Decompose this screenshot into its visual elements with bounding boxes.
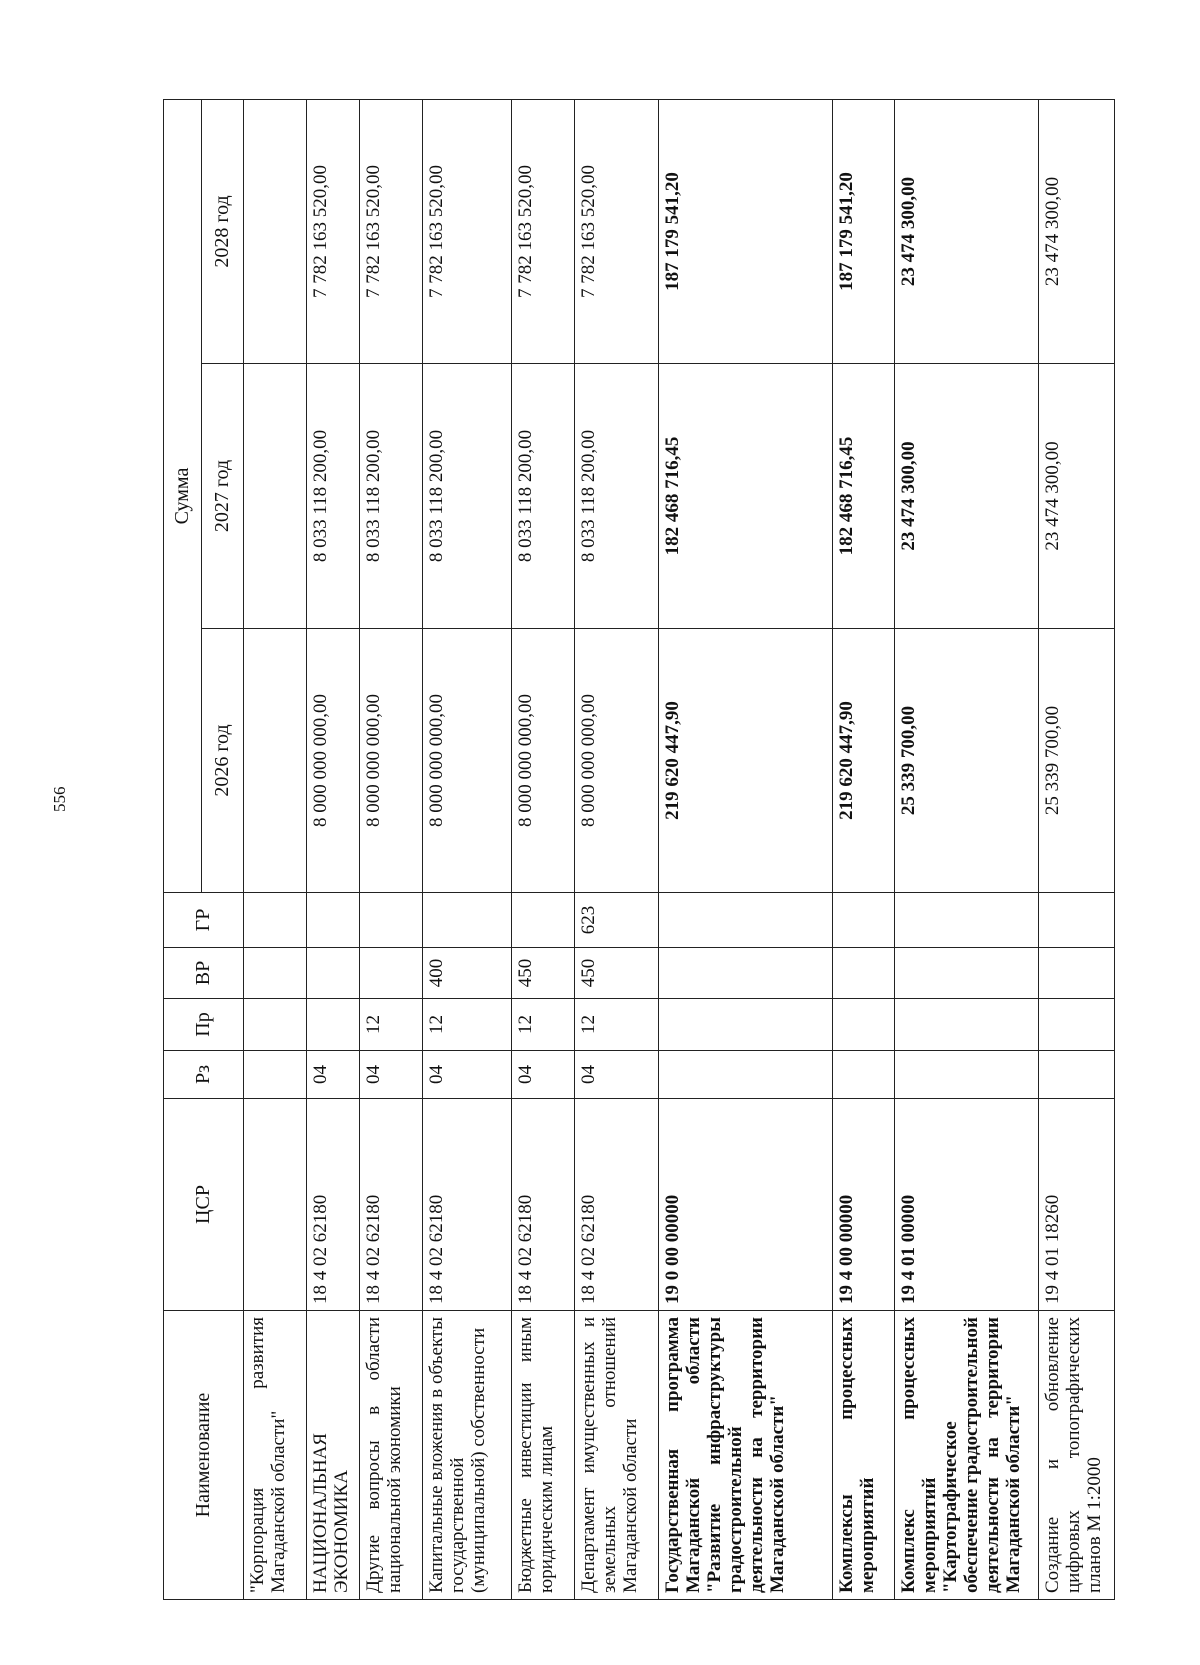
cell-pr — [1039, 999, 1115, 1051]
cell-name: Государственная программа Магаданской области "Развитие инфраструктуры градостроительной деятельности на территории Магаданской области" — [659, 1311, 832, 1600]
cell-csr: 18 4 02 62180 — [306, 1099, 359, 1311]
cell-rz — [1039, 1051, 1115, 1099]
table-row — [422, 99, 512, 1599]
cell-vr — [1039, 948, 1115, 999]
cell-name: Комплексы процессных мероприятий — [832, 1311, 895, 1600]
cell-y2026: 8 000 000 000,00 — [512, 629, 575, 893]
cell-pr — [659, 999, 832, 1051]
header-gr: ГР — [164, 893, 244, 948]
cell-rz: 04 — [306, 1051, 359, 1099]
header-pr: Пр — [164, 999, 244, 1051]
table-row — [306, 99, 359, 1599]
cell-name: Департамент имущественных и земельных отношений Магаданской области — [575, 1311, 659, 1600]
cell-rz: 04 — [422, 1051, 512, 1099]
cell-csr: 19 4 01 18260 — [1039, 1099, 1115, 1311]
table-row — [895, 99, 1039, 1599]
header-2028: 2028 год — [202, 99, 244, 363]
cell-pr — [244, 999, 307, 1051]
cell-y2026: 8 000 000 000,00 — [306, 629, 359, 893]
cell-vr — [832, 948, 895, 999]
cell-pr: 12 — [422, 999, 512, 1051]
cell-name: Другие вопросы в области национальной экономики — [359, 1311, 422, 1600]
cell-pr — [306, 999, 359, 1051]
cell-y2027: 8 033 118 200,00 — [575, 364, 659, 629]
cell-vr: 450 — [575, 948, 659, 999]
cell-y2028: 187 179 541,20 — [659, 99, 832, 363]
cell-name: "Корпорация развития Магаданской области" — [244, 1311, 307, 1600]
cell-y2027: 8 033 118 200,00 — [512, 364, 575, 629]
cell-y2026: 219 620 447,90 — [659, 629, 832, 893]
cell-csr: 19 0 00 00000 — [659, 1099, 832, 1311]
cell-pr — [895, 999, 1039, 1051]
table-body — [244, 99, 1115, 1599]
cell-gr — [244, 893, 307, 948]
cell-y2028: 7 782 163 520,00 — [575, 99, 659, 363]
cell-y2027: 8 033 118 200,00 — [359, 364, 422, 629]
cell-csr: 19 4 01 00000 — [895, 1099, 1039, 1311]
cell-y2027: 182 468 716,45 — [832, 364, 895, 629]
cell-name: Комплекс процессных мероприятий "Картографическое обеспечение градостроительной деятельности на территории Магаданской области" — [895, 1311, 1039, 1600]
cell-y2026: 8 000 000 000,00 — [359, 629, 422, 893]
cell-y2027: 8 033 118 200,00 — [306, 364, 359, 629]
budget-table-frame — [163, 100, 1115, 1600]
header-2026: 2026 год — [202, 629, 244, 893]
header-csr: ЦСР — [164, 1099, 244, 1311]
cell-gr — [512, 893, 575, 948]
cell-vr — [659, 948, 832, 999]
cell-pr — [832, 999, 895, 1051]
cell-y2026: 8 000 000 000,00 — [422, 629, 512, 893]
table-row — [359, 99, 422, 1599]
header-vr: ВР — [164, 948, 244, 999]
header-sum: Сумма — [164, 99, 202, 892]
table-row — [244, 99, 307, 1599]
cell-rz — [659, 1051, 832, 1099]
cell-gr — [422, 893, 512, 948]
cell-y2028: 7 782 163 520,00 — [422, 99, 512, 363]
cell-y2026: 8 000 000 000,00 — [575, 629, 659, 893]
cell-name: Бюджетные инвестиции иным юридическим лицам — [512, 1311, 575, 1600]
cell-csr: 18 4 02 62180 — [422, 1099, 512, 1311]
cell-y2027: 182 468 716,45 — [659, 364, 832, 629]
table-row — [512, 99, 575, 1599]
cell-y2028: 7 782 163 520,00 — [512, 99, 575, 363]
cell-csr — [244, 1099, 307, 1311]
cell-gr — [832, 893, 895, 948]
cell-vr — [359, 948, 422, 999]
cell-pr: 12 — [512, 999, 575, 1051]
cell-gr — [306, 893, 359, 948]
cell-csr: 18 4 02 62180 — [359, 1099, 422, 1311]
table-row — [1039, 99, 1115, 1599]
header-rz: Рз — [164, 1051, 244, 1099]
cell-y2026: 219 620 447,90 — [832, 629, 895, 893]
cell-csr: 19 4 00 00000 — [832, 1099, 895, 1311]
cell-vr: 400 — [422, 948, 512, 999]
header-2027: 2027 год — [202, 364, 244, 629]
cell-gr: 623 — [575, 893, 659, 948]
cell-rz: 04 — [359, 1051, 422, 1099]
cell-y2026 — [244, 629, 307, 893]
table-row — [575, 99, 659, 1599]
header-name: Наименование — [164, 1311, 244, 1600]
cell-gr — [359, 893, 422, 948]
cell-pr: 12 — [359, 999, 422, 1051]
cell-vr — [895, 948, 1039, 999]
cell-y2027: 8 033 118 200,00 — [422, 364, 512, 629]
table-row — [659, 99, 832, 1599]
cell-y2028: 23 474 300,00 — [895, 99, 1039, 363]
cell-pr: 12 — [575, 999, 659, 1051]
cell-y2028: 187 179 541,20 — [832, 99, 895, 363]
budget-table — [163, 99, 1115, 1600]
cell-y2026: 25 339 700,00 — [895, 629, 1039, 893]
cell-gr — [895, 893, 1039, 948]
cell-vr — [244, 948, 307, 999]
cell-y2028 — [244, 99, 307, 363]
cell-csr: 18 4 02 62180 — [512, 1099, 575, 1311]
cell-rz — [895, 1051, 1039, 1099]
cell-rz — [832, 1051, 895, 1099]
cell-y2027: 23 474 300,00 — [895, 364, 1039, 629]
cell-rz: 04 — [512, 1051, 575, 1099]
cell-csr: 18 4 02 62180 — [575, 1099, 659, 1311]
cell-rz — [244, 1051, 307, 1099]
cell-name: Создание и обновление цифровых топографических планов М 1:2000 — [1039, 1311, 1115, 1600]
cell-y2028: 23 474 300,00 — [1039, 99, 1115, 363]
cell-vr — [306, 948, 359, 999]
cell-gr — [1039, 893, 1115, 948]
cell-y2028: 7 782 163 520,00 — [359, 99, 422, 363]
cell-y2027: 23 474 300,00 — [1039, 364, 1115, 629]
cell-name: Капитальные вложения в объекты государственной (муниципальной) собственности — [422, 1311, 512, 1600]
table-row — [832, 99, 895, 1599]
cell-y2027 — [244, 364, 307, 629]
cell-y2026: 25 339 700,00 — [1039, 629, 1115, 893]
cell-gr — [659, 893, 832, 948]
cell-vr: 450 — [512, 948, 575, 999]
page-number: 556 — [50, 786, 69, 812]
cell-rz: 04 — [575, 1051, 659, 1099]
cell-name: НАЦИОНАЛЬНАЯ ЭКОНОМИКА — [306, 1311, 359, 1600]
cell-y2028: 7 782 163 520,00 — [306, 99, 359, 363]
